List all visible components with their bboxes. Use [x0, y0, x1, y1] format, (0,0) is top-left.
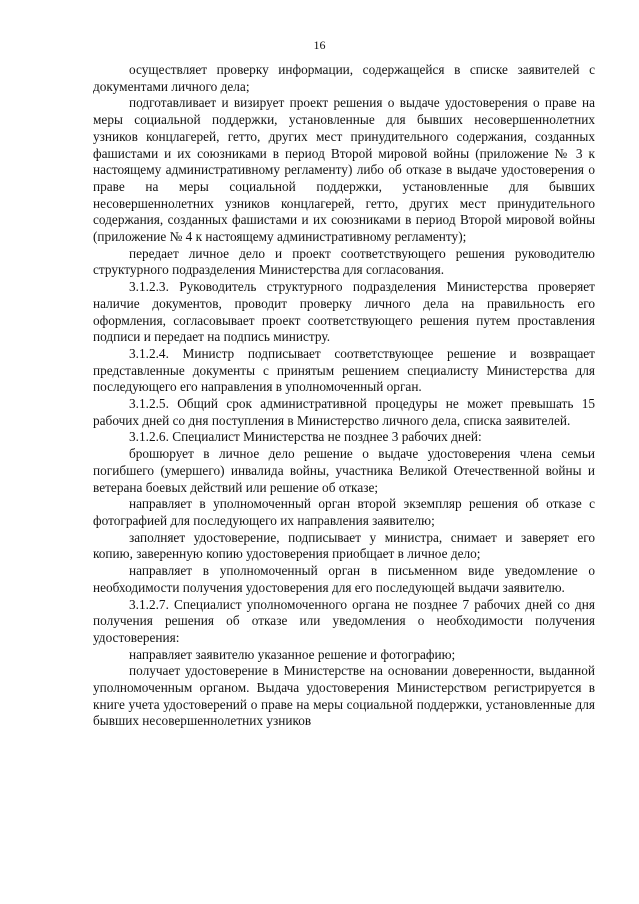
page-number: 16 — [313, 38, 326, 52]
paragraph: 3.1.2.5. Общий срок административной процедуры не может превышать 15 рабочих дней со дня поступления в Министерство личного дела, списка заявителей. — [93, 396, 595, 428]
paragraph: подготавливает и визирует проект решения о выдаче удостоверения о праве на меры социальной поддержки, установленные для бывших несовершеннолетних узников концлагерей, гетто, других мест принудительного содержания, созданных фашистами и их союзниками в период Второй мировой войны (приложение № 3 к настоящему административному регламенту) либо об отказе в выдаче удостоверения о праве на меры социальной поддержки, установленные для бывших несовершеннолетних узников концлагерей, гетто, других мест принудительного содержания, созданных фашистами и их союзниками в период Второй мировой войны (приложение № 4 к настоящему административному регламенту); — [93, 95, 595, 245]
document-body — [93, 62, 595, 730]
paragraph: получает удостоверение в Министерстве на основании доверенности, выданной уполномоченным органом. Выдача удостоверения Министерством регистрируется в книге учета удостоверений о праве на меры социальной поддержки, установленные для бывших несовершеннолетних узников — [93, 663, 595, 729]
paragraph: 3.1.2.4. Министр подписывает соответствующее решение и возвращает представленные документы с принятым решением специалисту Министерства для последующего его направления в уполномоченный орган. — [93, 345, 595, 395]
paragraph: передает личное дело и проект соответствующего решения руководителю структурного подразделения Министерства для согласования. — [93, 245, 595, 278]
paragraph: заполняет удостоверение, подписывает у министра, снимает и заверяет его копию, заверенную копию удостоверения приобщает в личное дело; — [93, 529, 595, 562]
paragraph: направляет заявителю указанное решение и фотографию; — [129, 646, 456, 662]
paragraph: направляет в уполномоченный орган второй экземпляр решения об отказе с фотографией для последующего их направления заявителю; — [93, 496, 595, 528]
paragraph: направляет в уполномоченный орган в письменном виде уведомление о необходимости получения удостоверения для его последующей выдачи заявителю. — [93, 563, 595, 595]
paragraph: 3.1.2.6. Специалист Министерства не позднее 3 рабочих дней: — [129, 429, 482, 445]
paragraph: осуществляет проверку информации, содержащейся в списке заявителей с документами личного дела; — [93, 62, 595, 94]
paragraph: 3.1.2.3. Руководитель структурного подразделения Министерства проверяет наличие документов, проводит проверку личного дела на правильность его оформления, согласовывает проект соответствующего решения путем проставления подписи и передает на подпись министру. — [93, 279, 595, 345]
paragraph: брошюрует в личное дело решение о выдаче удостоверения члена семьи погибшего (умершего) инвалида войны, участника Великой Отечественной войны и ветерана боевых действий или решение об отказе; — [93, 446, 595, 495]
paragraph: 3.1.2.7. Специалист уполномоченного органа не позднее 7 рабочих дней со дня получения решения об отказе или уведомления о необходимости получения удостоверения: — [93, 596, 595, 645]
